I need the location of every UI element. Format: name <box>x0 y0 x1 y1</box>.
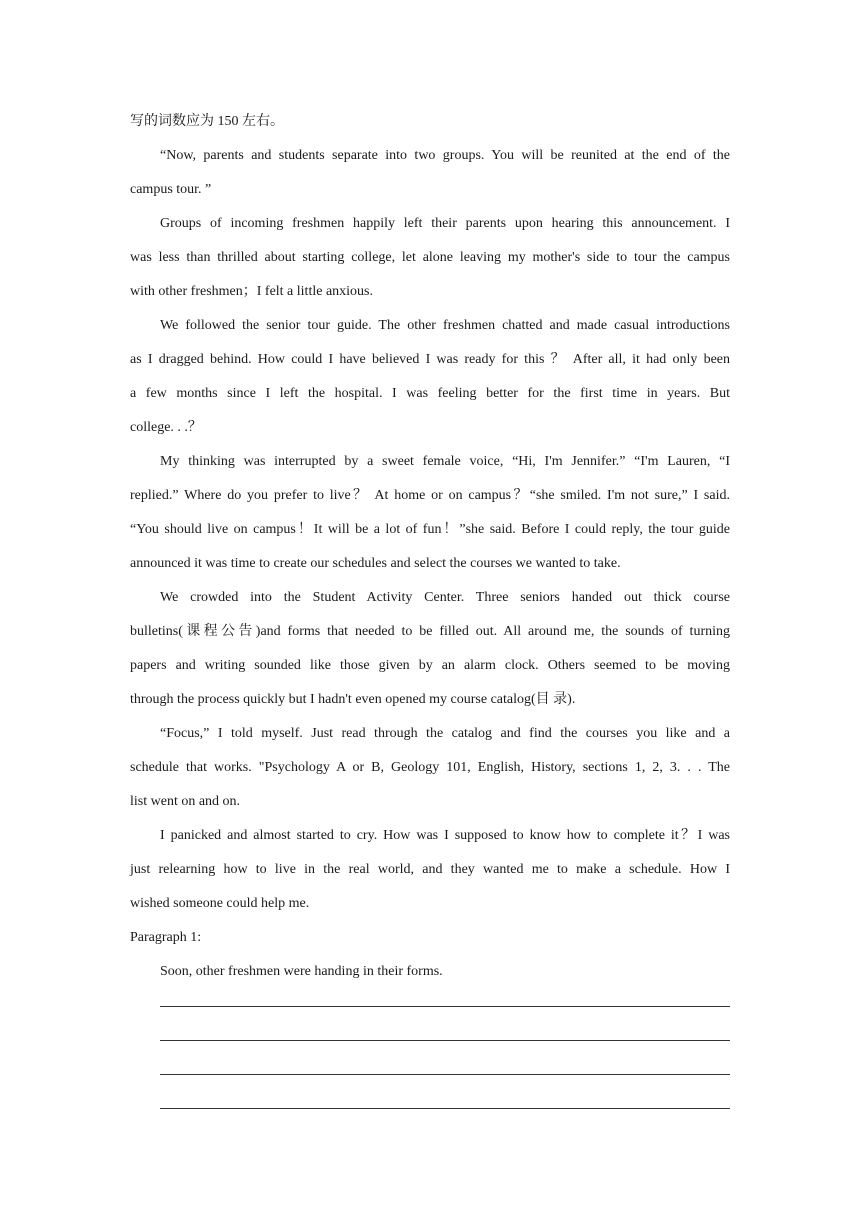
answer-blank-line[interactable] <box>160 1074 730 1075</box>
text-line: “Focus,” I told myself. Just read through the catalog and find the courses you like and a <box>160 726 730 741</box>
text-line: “Now, parents and students separate into two groups. You will be reunited at the end of the <box>160 148 730 163</box>
text-line: wished someone could help me. <box>130 896 310 911</box>
answer-blank-line[interactable] <box>160 1108 730 1109</box>
text-line: just relearning how to live in the real world, and they wanted me to make a schedule. How I <box>130 862 730 877</box>
text-line: a few months since I left the hospital. I was feeling better for the first time in years. But <box>130 386 730 401</box>
text-line: Groups of incoming freshmen happily left their parents upon hearing this announcement. I <box>160 216 730 231</box>
text-line: as I dragged behind. How could I have believed I was ready for this ？ After all, it had only been <box>130 352 730 367</box>
document-body <box>130 105 730 989</box>
text-line: My thinking was interrupted by a sweet female voice, “Hi, I'm Jennifer.” “I'm Lauren, “I <box>160 454 730 469</box>
text-line: announced it was time to create our schedules and select the courses we wanted to take. <box>130 556 621 571</box>
text-line: with other freshmen；I felt a little anxious. <box>130 284 373 299</box>
text-line: replied.” Where do you prefer to live？ At home or on campus？“she smiled. I'm not sure,” I said. <box>130 488 730 503</box>
text-line: We crowded into the Student Activity Center. Three seniors handed out thick course <box>160 590 730 605</box>
text-line: Soon, other freshmen were handing in their forms. <box>160 964 443 979</box>
text-line: through the process quickly but I hadn't even opened my course catalog(目 录). <box>130 692 576 707</box>
text-line: We followed the senior tour guide. The other freshmen chatted and made casual introductions <box>160 318 730 333</box>
text-line: schedule that works. "Psychology A or B, Geology 101, English, History, sections 1, 2, 3. . . The <box>130 760 730 775</box>
text-line: Paragraph 1: <box>130 930 202 945</box>
text-line: was less than thrilled about starting college, let alone leaving my mother's side to tour the campus <box>130 250 730 265</box>
text-line: campus tour. ” <box>130 182 212 197</box>
text-lines <box>130 105 730 989</box>
answer-blank-line[interactable] <box>160 1040 730 1041</box>
text-line: college. . .？ <box>130 420 202 435</box>
answer-blank-line[interactable] <box>160 1006 730 1007</box>
text-line: 写的词数应为 150 左右。 <box>130 114 284 129</box>
text-line: list went on and on. <box>130 794 241 809</box>
text-line: “You should live on campus！It will be a lot of fun！”she said. Before I could reply, the tour guide <box>130 522 730 537</box>
text-line: I panicked and almost started to cry. How was I supposed to know how to complete it？I was <box>160 828 730 843</box>
text-line: papers and writing sounded like those given by an alarm clock. Others seemed to be moving <box>130 658 730 673</box>
text-line: bulletins(课程公告)and forms that needed to be filled out. All around me, the sounds of turning <box>130 624 730 639</box>
